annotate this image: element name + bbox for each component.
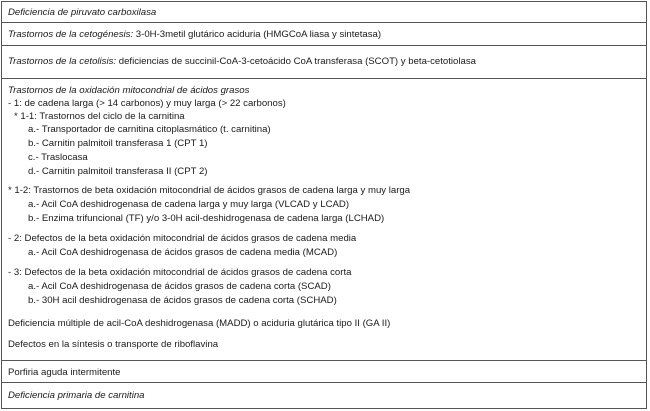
row-label: Deficiencia de piruvato carboxilasa [8,7,157,18]
list-item: - 2: Defectos de la beta oxidación mitocondrial de ácidos grasos de cadena media [8,233,357,244]
table-row [2,46,646,79]
list-item: Deficiencia múltiple de acil-CoA deshidrogenasa (MADD) o aciduria glutárica tipo II (GA II) [8,318,391,329]
row-text [8,56,476,67]
row-label: Trastornos de la cetogénesis: [8,29,134,40]
table-row [2,383,646,408]
list-item: - 1: de cadena larga (> 14 carbonos) y muy larga (> 22 carbonos) [8,98,286,109]
list-item: b.- Carnitin palmitoil transferasa 1 (CPT 1) [28,138,208,149]
list-item: - 3: Defectos de la beta oxidación mitocondrial de ácidos grasos de cadena corta [8,267,352,278]
list-item: b.- 30H acil deshidrogenasa de ácidos grasos de cadena corta (SCHAD) [28,295,337,306]
section-heading: Trastornos de la oxidación mitocondrial de ácidos grasos [8,85,250,96]
table-row [2,23,646,46]
disorders-table [1,1,647,409]
row-text: Porfiria aguda intermitente [8,367,121,378]
list-item: Defectos en la síntesis o transporte de riboflavina [8,339,219,350]
list-item: * 1-2: Trastornos de beta oxidación mitocondrial de ácidos grasos de cadena larga y muy larga [8,185,411,196]
list-item: c.- Traslocasa [28,152,88,163]
table-row [2,79,646,361]
list-item: a.- Acil CoA deshidrogenasa de ácidos grasos de cadena media (MCAD) [28,247,338,258]
list-item: a.- Acil CoA deshidrogenasa de cadena larga y muy larga (VLCAD y LCAD) [28,199,350,210]
table-row [2,2,646,23]
row-text [8,29,381,40]
list-item: a.- Acil CoA deshidrogenasa de ácidos grasos de cadena corta (SCAD) [28,281,331,292]
list-item: b.- Enzima trifuncional (TF) y/o 3-0H acil-deshidrogenasa de cadena larga (LCHAD) [28,213,385,224]
list-item: d.- Carnitin palmitoil transferasa II (CPT 2) [28,166,208,177]
row-detail: 3-0H-3metil glutárico aciduria (HMGCoA liasa y sintetasa) [133,29,382,40]
list-item: * 1-1: Trastornos del ciclo de la carnitina [14,111,185,122]
table-row [2,361,646,383]
row-label: Deficiencia primaria de carnitina [8,390,145,401]
row-detail: deficiencias de succinil-CoA-3-cetoácido CoA transferasa (SCOT) y beta-cetotiolasa [116,56,476,67]
row-label: Trastornos de la cetolisis: [8,56,117,67]
list-item: a.- Transportador de carnitina citoplasmático (t. carnitina) [28,124,271,135]
